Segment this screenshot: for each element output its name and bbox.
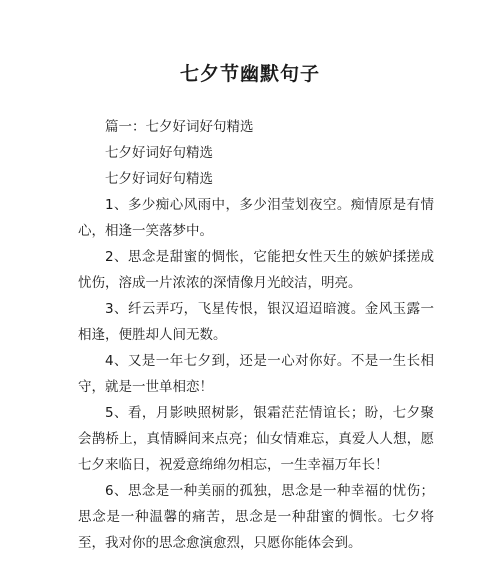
paragraph-item: 1、多少痴心风雨中，多少泪莹划夜空。痴情原是有情心，相逢一笑落梦中。 [78,197,434,239]
cropped-text-line [100,556,400,565]
document-title: 七夕节幽默句子 [179,63,320,85]
document-body [78,114,434,556]
paragraph-item: 5、看，月影映照树影，银霜茫茫情谊长；盼，七夕聚会鹊桥上，真情瞬间来点亮；仙女情难忘，真爱人人想，愿七夕来临日，祝爱意绵绵勿相忘，一生幸福万年长！ [78,405,434,473]
paragraph-item: 2、思念是甜蜜的惆怅，它能把女性天生的嫉妒揉搓成忧伤，溶成一片浓浓的深情像月光皎洁，明亮。 [78,249,434,291]
paragraph-subheading: 七夕好词好句精选 [105,171,213,187]
paragraph-heading: 篇一：七夕好词好句精选 [105,119,254,135]
paragraph-item: 4、又是一年七夕到，还是一心对你好。不是一生长相守，就是一世单相恋！ [78,353,434,395]
paragraph-subheading: 七夕好词好句精选 [105,145,213,161]
paragraph-item: 3、纤云弄巧，飞星传恨，银汉迢迢暗渡。金风玉露一相逢，便胜却人间无数。 [78,301,434,343]
paragraph-item: 6、思念是一种美丽的孤独，思念是一种幸福的忧伤；思念是一种温馨的痛苦，思念是一种甜蜜的惆怅。七夕将至，我对你的思念愈演愈烈，只愿你能体会到。 [78,483,434,551]
